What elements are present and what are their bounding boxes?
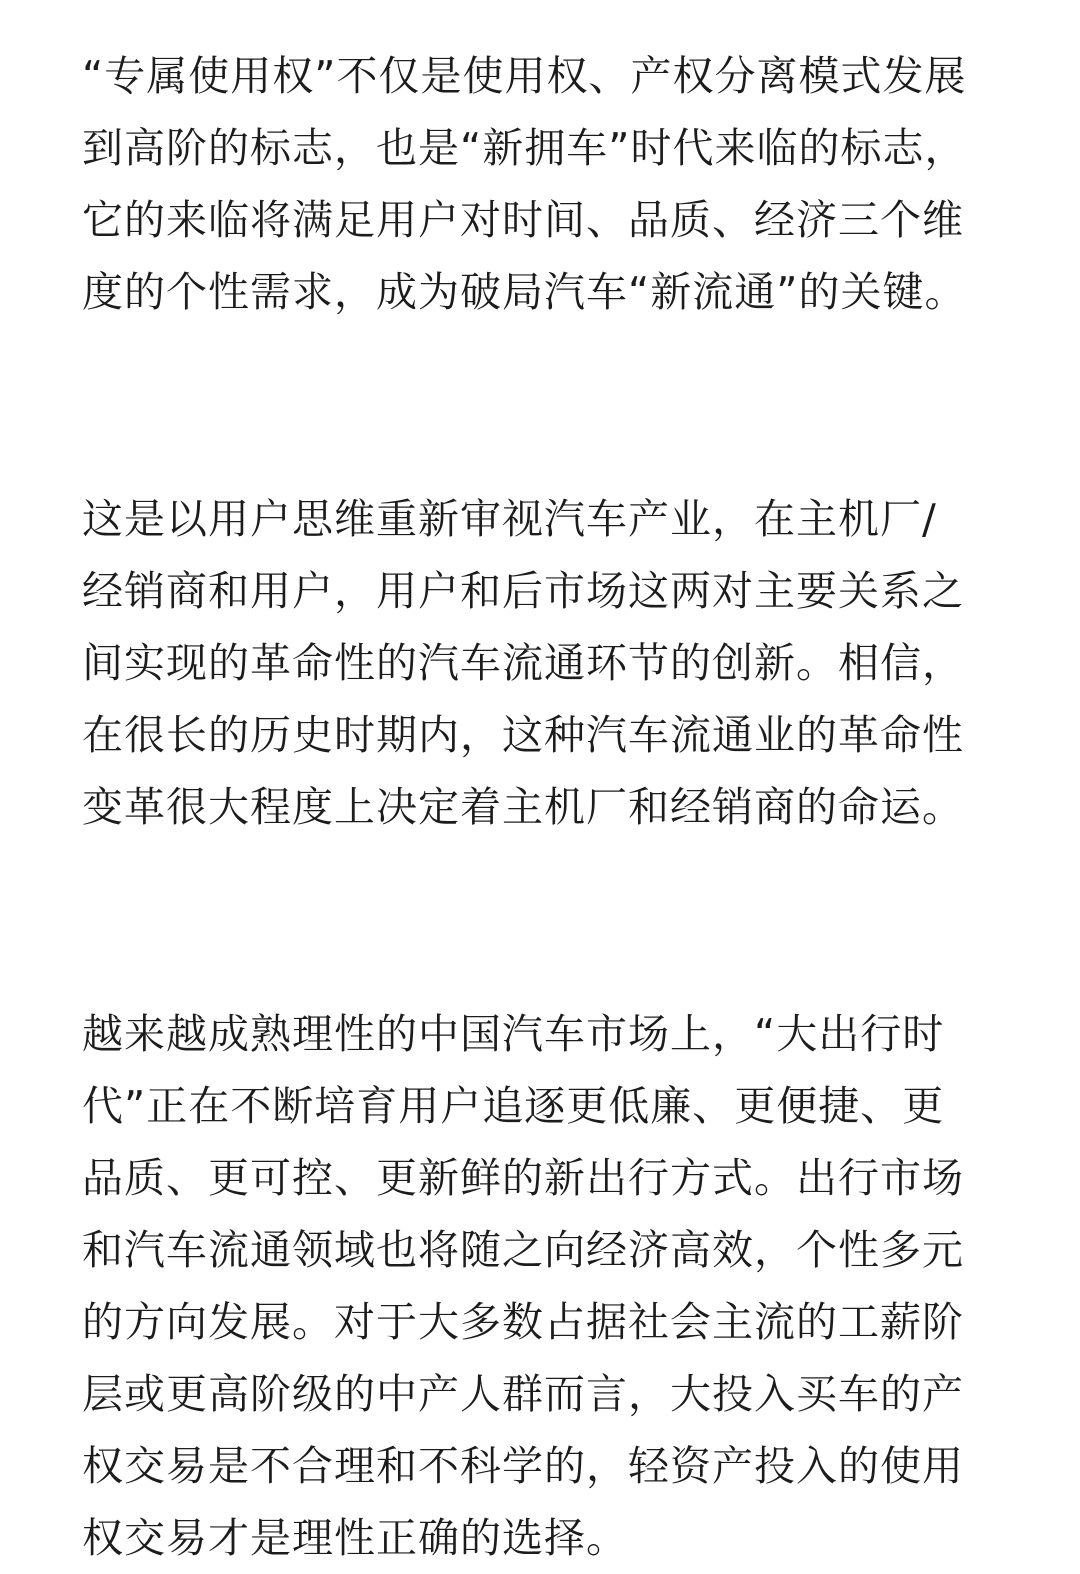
- text-line: 它的来临将满足用户对时间、品质、经济三个维: [82, 196, 964, 244]
- paragraph-spacer: [82, 328, 1002, 483]
- text-line: 度的个性需求，成为破局汽车“新流通”的关键。: [82, 268, 967, 316]
- paragraph-spacer: [82, 843, 1002, 998]
- text-line: 这是以用户思维重新审视汽车产业，在主机厂/: [82, 495, 937, 543]
- text-line: 代”正在不断培育用户追逐更低廉、更便捷、更: [82, 1082, 945, 1130]
- text-line: 品质、更可控、更新鲜的新出行方式。出行市场: [82, 1154, 964, 1202]
- paragraph-3: [82, 998, 1002, 1574]
- text-line: “专属使用权”不仅是使用权、产权分离模式发展: [82, 52, 967, 100]
- text-line: 权交易才是理性正确的选择。: [82, 1514, 628, 1562]
- text-line: 的方向发展。对于大多数占据社会主流的工薪阶: [82, 1298, 964, 1346]
- text-line: 间实现的革命性的汽车流通环节的创新。相信，: [82, 639, 964, 687]
- text-line: 到高阶的标志，也是“新拥车”时代来临的标志，: [82, 124, 967, 172]
- text-line: 经销商和用户，用户和后市场这两对主要关系之: [82, 567, 964, 615]
- paragraph-1: [82, 40, 1002, 328]
- text-line: 权交易是不合理和不科学的，轻资产投入的使用: [82, 1442, 964, 1490]
- text-line: 和汽车流通领域也将随之向经济高效，个性多元: [82, 1226, 964, 1274]
- article-body: [82, 40, 1002, 1574]
- text-line: 在很长的历史时期内，这种汽车流通业的革命性: [82, 711, 964, 759]
- text-line: 层或更高阶级的中产人群而言，大投入买车的产: [82, 1370, 964, 1418]
- paragraph-2: [82, 483, 1002, 843]
- text-line: 越来越成熟理性的中国汽车市场上，“大出行时: [82, 1010, 945, 1058]
- text-line: 变革很大程度上决定着主机厂和经销商的命运。: [82, 783, 964, 831]
